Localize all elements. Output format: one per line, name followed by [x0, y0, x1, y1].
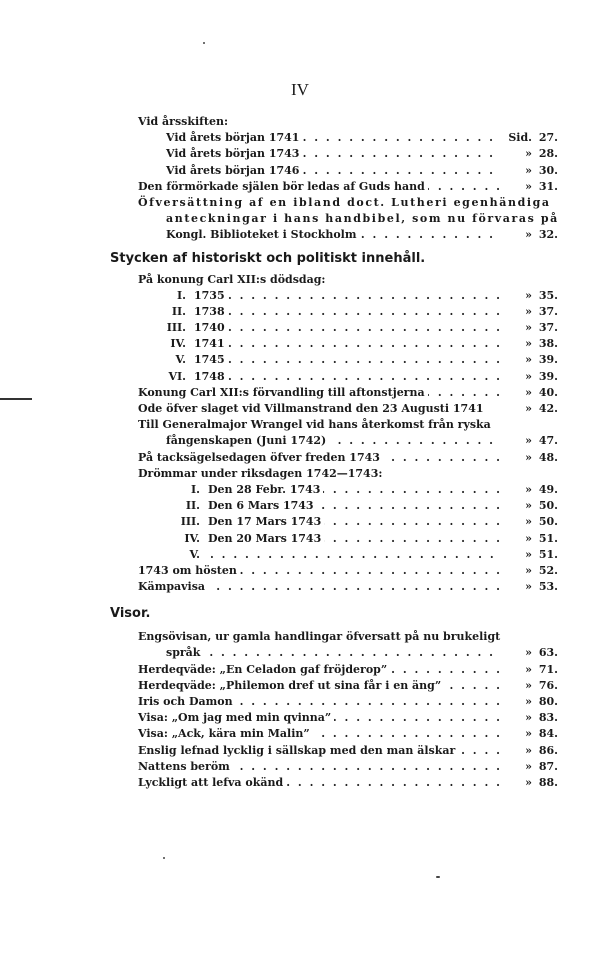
toc-entry[interactable]: V. . . . » 51. [138, 547, 558, 563]
page-ref: 84. [534, 726, 558, 742]
toc-entry[interactable]: Kämpavisa . . . » 53. [138, 579, 558, 595]
toc-entry[interactable]: Den förmörkade själen bör ledas af Guds hand . . . » 31. [138, 179, 558, 195]
toc-entry[interactable]: Enslig lefnad lycklig i sällskap med den man älskar . . . » 86. [138, 743, 558, 759]
page-ref: 50. [534, 514, 558, 530]
toc-entry-luther-line2[interactable]: anteckningar i hans handbibel, som nu förvaras på [166, 212, 559, 226]
page-ref: 76. [534, 678, 558, 694]
toc-entry[interactable]: Konung Carl XII:s förvandling till aftonstjerna . . . » 40. [138, 385, 558, 401]
toc-entry[interactable]: På tacksägelsedagen öfver freden 1743 . . . » 48. [138, 450, 558, 466]
carl-heading: På konung Carl XII:s dödsdag: [138, 272, 558, 288]
toc-entry[interactable]: Lyckligt att lefva okänd . . . » 88. [138, 775, 558, 791]
toc-entry[interactable]: II. 1738 . . . » 37. [138, 304, 558, 320]
dot-leader [186, 645, 500, 661]
toc-entry[interactable]: Herdeqväde: „En Celadon gaf fröjderop” . . . » 71. [138, 662, 558, 678]
table-of-contents [110, 114, 559, 791]
page-ref: 48. [534, 450, 558, 466]
toc-entry[interactable]: 1743 om hösten . . . » 52. [138, 563, 558, 579]
page-ref: 63. [534, 645, 558, 661]
toc-entry[interactable]: IV. Den 20 Mars 1743 . . . » 51. [138, 531, 558, 547]
page-ref: 49. [534, 482, 558, 498]
toc-entry[interactable]: III. Den 17 Mars 1743 . . . » 50. [138, 514, 558, 530]
section-heading-visor: Visor. [110, 606, 151, 622]
toc-entry[interactable]: I. 1735 . . . » 35. [138, 288, 558, 304]
dot-leader [158, 579, 500, 595]
page-ref: 71. [534, 662, 558, 678]
paper-speck [203, 42, 205, 44]
page-ref: 39. [534, 369, 558, 385]
page-ref: 53. [534, 579, 558, 595]
toc-entry[interactable]: Visa: „Om jag med min qvinna” . . . » 83. [138, 710, 558, 726]
page-ref: 38. [534, 336, 558, 352]
page-ref: 27. [534, 130, 558, 146]
page-ref: 32. [534, 227, 558, 243]
page-ref: 87. [534, 759, 558, 775]
page-ref: 51. [534, 531, 558, 547]
toc-entry-luther-line1[interactable]: Öfversättning af en ibland doct. Lutheri egenhändiga [138, 195, 551, 209]
page-ref: 50. [534, 498, 558, 514]
page-number: IV [291, 80, 309, 99]
section-arsskiften-heading: Vid årsskiften: [138, 114, 558, 130]
toc-entry[interactable]: I. Den 28 Febr. 1743 . . . » 49. [138, 482, 558, 498]
page-ref: 86. [534, 743, 558, 759]
page-ref: 37. [534, 304, 558, 320]
page-ref: 47. [534, 433, 558, 449]
toc-entry[interactable]: Ode öfver slaget vid Villmanstrand den 23 Augusti 1741 » 42. [138, 401, 558, 417]
toc-entry[interactable]: Vid årets början 1743 . . . » 28. [166, 146, 558, 162]
toc-entry[interactable]: Vid årets början 1746 . . . » 30. [166, 163, 558, 179]
page-ref: 42. [534, 401, 558, 417]
page-ref: 88. [534, 775, 558, 791]
page-ref: 51. [534, 547, 558, 563]
toc-entry[interactable]: III. 1740 . . . » 37. [138, 320, 558, 336]
toc-entry[interactable]: Vid årets början 1741 . . . Sid. 27. [166, 130, 558, 146]
toc-entry-engso-line2[interactable]: språk . . . » 63. [166, 645, 558, 661]
drommar-heading: Drömmar under riksdagen 1742—1743: [138, 466, 558, 482]
page-ref: 39. [534, 352, 558, 368]
toc-entry[interactable]: Nattens beröm . . . » 87. [138, 759, 558, 775]
page-ref: 80. [534, 694, 558, 710]
page-ref: 31. [534, 179, 558, 195]
toc-entry-wrangel-line1[interactable]: Till Generalmajor Wrangel vid hans återkomst från ryska [138, 418, 491, 432]
paper-speck [436, 876, 440, 878]
toc-entry[interactable]: Iris och Damon . . . » 80. [138, 694, 558, 710]
toc-entry[interactable]: II. Den 6 Mars 1743 . . . » 50. [138, 498, 558, 514]
page-ref: 83. [534, 710, 558, 726]
toc-entry-wrangel-line2[interactable]: fångenskapen (Juni 1742) . . . » 47. [166, 433, 558, 449]
page-ref: 35. [534, 288, 558, 304]
page-ref: 37. [534, 320, 558, 336]
margin-mark [0, 398, 32, 400]
toc-entry[interactable]: Herdeqväde: „Philemon dref ut sina får i en äng” . . . » 76. [138, 678, 558, 694]
paper-speck [163, 857, 165, 859]
page-ref: 30. [534, 163, 558, 179]
page-ref: 40. [534, 385, 558, 401]
toc-entry[interactable]: IV. 1741 . . . » 38. [138, 336, 558, 352]
toc-entry-engso-line1[interactable]: Engsövisan, ur gamla handlingar öfversatt på nu brukeligt [138, 630, 501, 644]
toc-entry[interactable]: V. 1745 . . . » 39. [138, 352, 558, 368]
toc-entry-luther-line3[interactable]: Kongl. Biblioteket i Stockholm . . . » 32. [166, 227, 558, 243]
page-ref: 52. [534, 563, 558, 579]
toc-entry[interactable]: VI. 1748 . . . » 39. [138, 369, 558, 385]
dot-leader [210, 547, 500, 563]
toc-entry[interactable]: Visa: „Ack, kära min Malin” . . . » 84. [138, 726, 558, 742]
page-ref: 28. [534, 146, 558, 162]
section-heading-historiskt: Stycken af historiskt och politiskt innehåll. [110, 250, 426, 266]
